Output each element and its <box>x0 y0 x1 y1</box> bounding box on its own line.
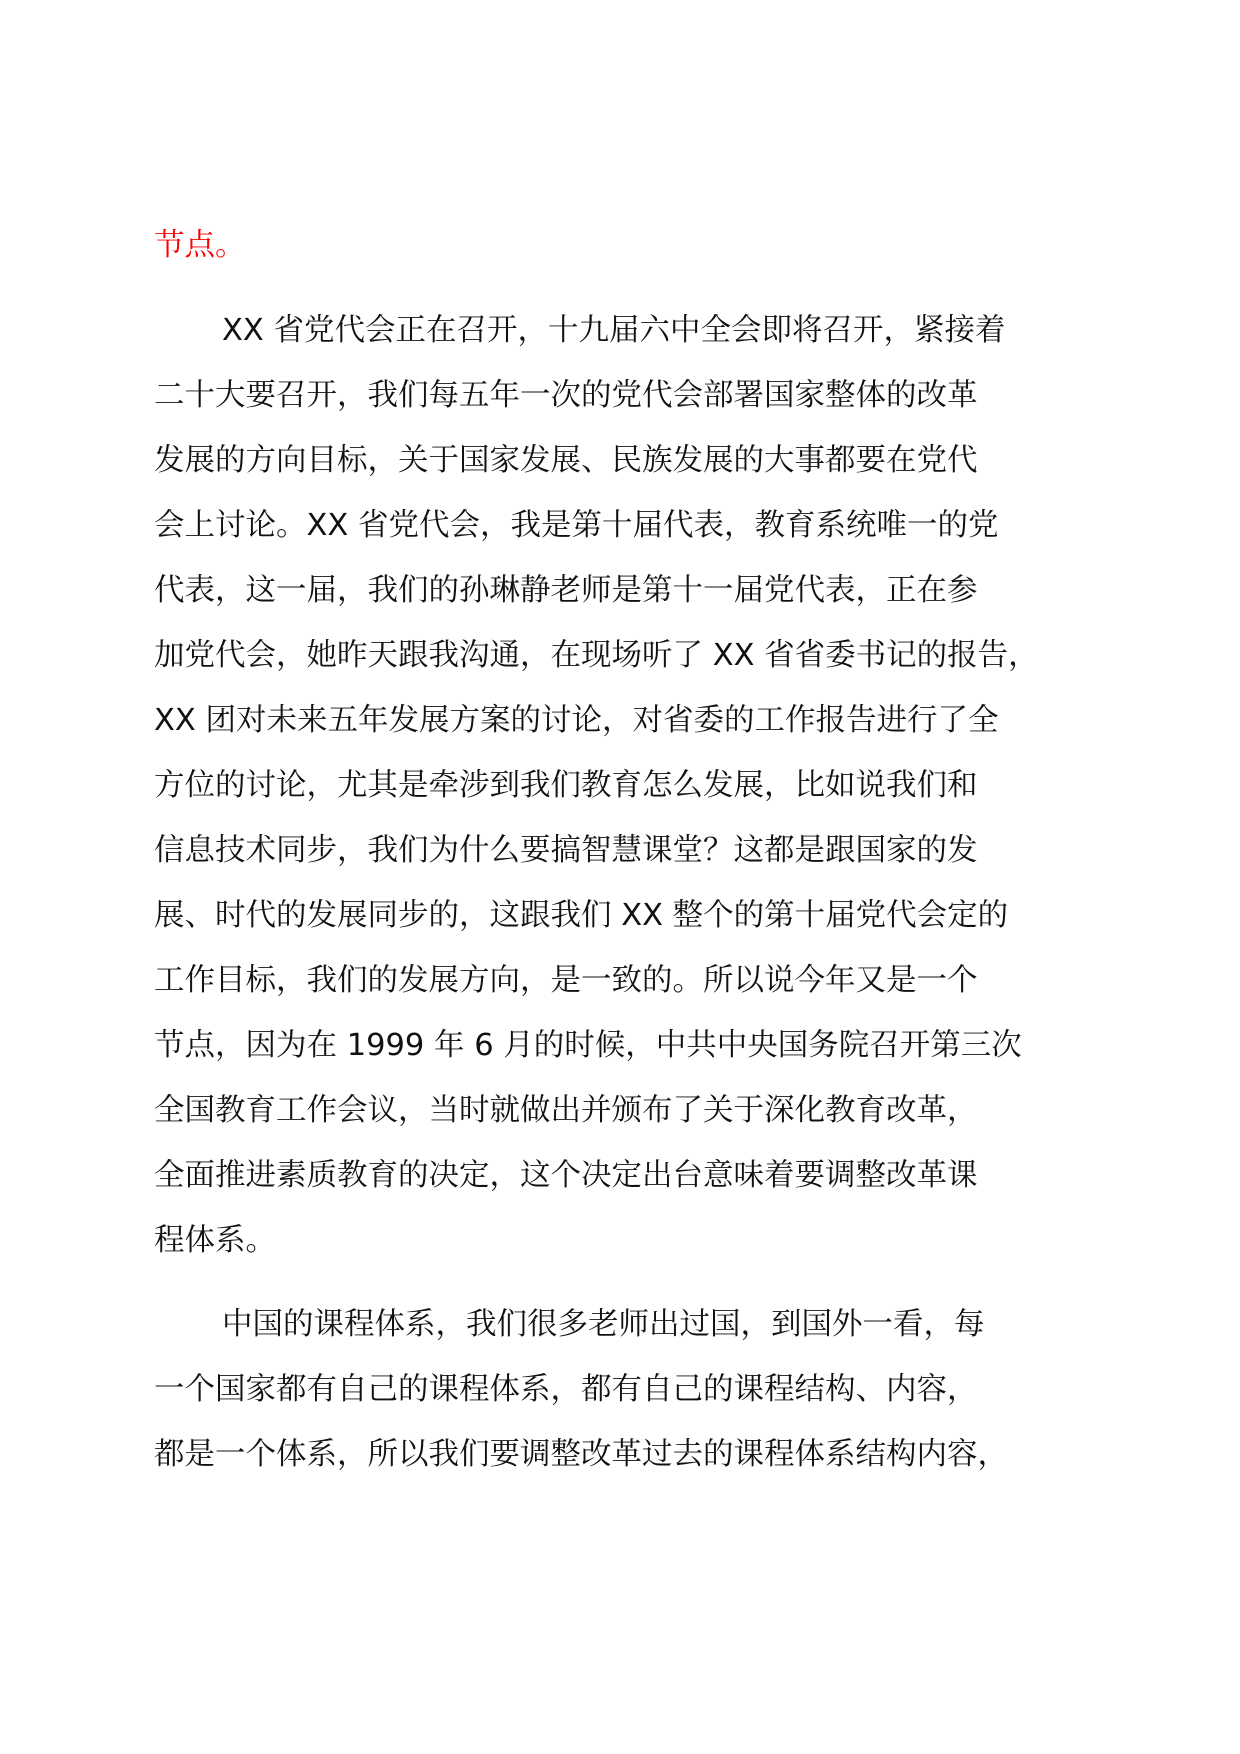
text-line: 信息技术同步，我们为什么要搞智慧课堂？这都是跟国家的发 <box>154 833 978 868</box>
text-line: 都是一个体系，所以我们要调整改革过去的课程体系结构内容， <box>154 1437 1008 1472</box>
text-line: 节点，因为在 1999 年 6 月的时候，中共中央国务院召开第三次 <box>154 1028 1022 1063</box>
paragraph-first-line: XX 省党代会正在召开，十九届六中全会即将召开，紧接着 <box>222 313 1006 348</box>
text-line: XX 团对未来五年发展方案的讨论，对省委的工作报告进行了全 <box>154 703 999 738</box>
text-line-red: 节点。 <box>154 228 246 263</box>
text-line: 代表，这一届，我们的孙琳静老师是第十一届党代表，正在参 <box>154 573 978 608</box>
paragraph-first-line: 中国的课程体系，我们很多老师出过国，到国外一看，每 <box>222 1307 985 1342</box>
text-line: 加党代会，她昨天跟我沟通，在现场听了 XX 省省委书记的报告， <box>154 638 1039 673</box>
text-line: 一个国家都有自己的课程体系，都有自己的课程结构、内容， <box>154 1372 978 1407</box>
text-line: 方位的讨论，尤其是牵涉到我们教育怎么发展，比如说我们和 <box>154 768 978 803</box>
text-line: 展、时代的发展同步的，这跟我们 XX 整个的第十届党代会定的 <box>154 898 1009 933</box>
text-line: 二十大要召开，我们每五年一次的党代会部署国家整体的改革 <box>154 378 978 413</box>
text-line: 程体系。 <box>154 1223 276 1258</box>
text-line: 会上讨论。XX 省党代会，我是第十届代表，教育系统唯一的党 <box>154 508 999 543</box>
text-line: 全面推进素质教育的决定，这个决定出台意味着要调整改革课 <box>154 1158 978 1193</box>
text-line: 全国教育工作会议，当时就做出并颁布了关于深化教育改革， <box>154 1093 978 1128</box>
text-line: 发展的方向目标，关于国家发展、民族发展的大事都要在党代 <box>154 443 978 478</box>
text-line: 工作目标，我们的发展方向，是一致的。所以说今年又是一个 <box>154 963 978 998</box>
